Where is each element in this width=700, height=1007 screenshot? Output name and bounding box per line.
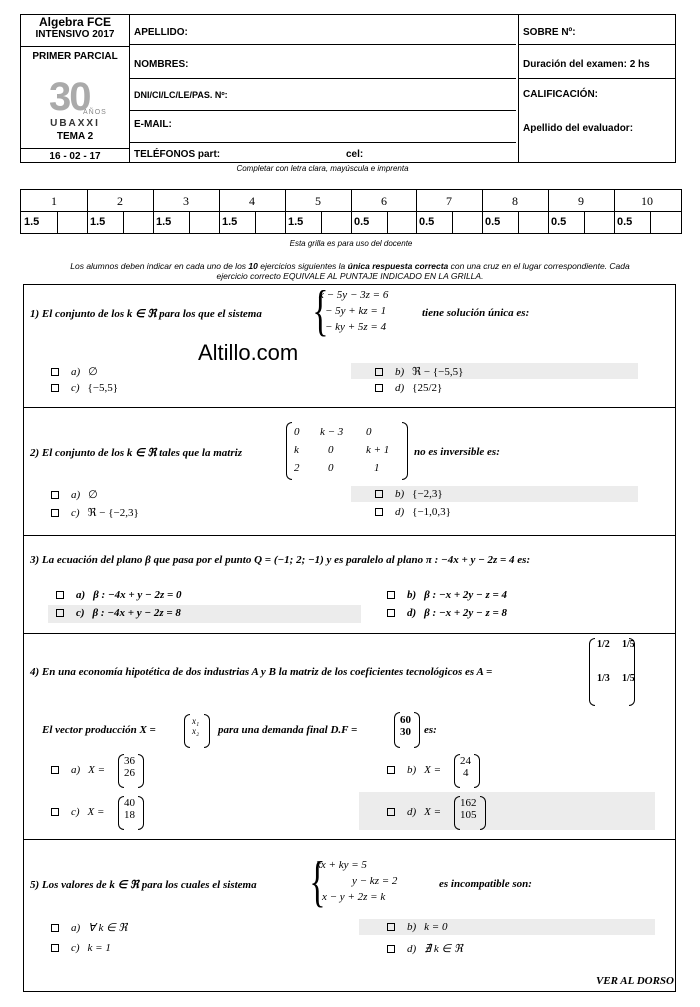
ex2-option-a[interactable]: a) ∅ — [51, 488, 98, 501]
ex5-option-c[interactable]: c) k = 1 — [51, 942, 111, 954]
ex5-statement: 5) Los valores de k ∈ ℜ para los cuales el sistema — [30, 879, 257, 891]
nombres-field[interactable]: NOMBRES: — [134, 59, 189, 70]
logo-ubaxxi: UBAXXI — [50, 118, 100, 129]
ex4-vector-X: x₁ x₂ — [192, 716, 200, 736]
ex1-statement: 1) El conjunto de los k ∈ ℜ para los que el sistema — [30, 308, 262, 320]
ex2-option-d[interactable]: d) {−1,0,3} — [375, 506, 451, 518]
grid-score-5: 1.5 — [288, 216, 304, 228]
ex3-option-a[interactable]: a) β : −4x + y − 2z = 0 — [56, 589, 182, 601]
grid-score-7: 0.5 — [419, 216, 435, 228]
apellido-field[interactable]: APELLIDO: — [134, 27, 188, 38]
grid-score-1: 1.5 — [24, 216, 40, 228]
exercise-4: 4) En una economía hipotética de dos industrias A y B la matriz de los coeficientes tecnológicos es A = 1/2 1/5 1/3 1/5 El vector producción X = x₁ x₂ para una demanda final D.F = 60 30 es: a) X = 36 26 b) X = 24 4 c) X = 40 18 d) X = 162 105 — [23, 634, 676, 840]
grid-note: Esta grilla es para uso del docente — [289, 239, 413, 248]
exercise-1: 1) El conjunto de los k ∈ ℜ para los que el sistema { x − 5y − 3z = 6 − 5y + kz = 1 − ky + 5z = 4 tiene solución única es: a) ∅ b) ℜ − {−5,5} c) {−5,5} d) {25/2} — [23, 284, 676, 408]
calificacion-field[interactable]: CALIFICACIÓN: — [523, 89, 598, 100]
grid-score-9: 0.5 — [551, 216, 567, 228]
exercise-3 — [23, 536, 676, 634]
theme: TEMA 2 — [56, 131, 94, 142]
ex5-option-b[interactable]: b) k = 0 — [387, 921, 447, 933]
grid-number-7: 7 — [446, 194, 452, 208]
ver-al-dorso: VER AL DORSO — [595, 975, 674, 987]
dni-field[interactable]: DNI/CI/LC/LE/PAS. Nº: — [134, 90, 228, 100]
exam-name: PRIMER PARCIAL — [32, 51, 118, 62]
ex4-option-a[interactable]: a) X = — [51, 764, 113, 776]
header-box — [20, 14, 676, 163]
grid-number-2: 2 — [117, 194, 123, 208]
email-field[interactable]: E-MAIL: — [134, 119, 172, 130]
grid-number-9: 9 — [578, 194, 584, 208]
ex3-option-d[interactable]: d) β : −x + 2y − z = 8 — [387, 607, 507, 619]
exam-date: 16 - 02 - 17 — [49, 151, 101, 162]
grid-score-4: 1.5 — [222, 216, 238, 228]
grid-number-5: 5 — [315, 194, 321, 208]
course-term: INTENSIVO 2017 — [35, 29, 115, 40]
ex2-option-b[interactable]: b) {−2,3} — [375, 488, 443, 500]
grid-number-3: 3 — [183, 194, 189, 208]
ex3-option-b[interactable]: b) β : −x + 2y − z = 4 — [387, 589, 507, 601]
telefono-field[interactable]: TELÉFONOS part: — [134, 149, 221, 160]
exercise-2: 2) El conjunto de los k ∈ ℜ tales que la matriz 0 k − 3 0 k 0 k + 1 2 0 1 no es inversible es: a) ∅ b) {−2,3} c) ℜ − {−2,3} d) {−1,0,3} — [23, 408, 676, 536]
ex1-option-d[interactable]: d) {25/2} — [375, 382, 442, 394]
course-name: Algebra FCE — [38, 15, 111, 29]
ex4-option-d[interactable]: d) X = — [387, 806, 449, 818]
cel-field[interactable]: cel: — [346, 149, 364, 160]
ex4-line2: El vector producción X = — [42, 724, 156, 736]
grid-number-10: 10 — [641, 194, 653, 208]
ex4-option-c[interactable]: c) X = — [51, 806, 112, 818]
instructions: Los alumnos deben indicar en cada uno de los 10 ejercicios siguientes la única respuesta correcta con una cruz en el lugar correspondiente. Cada ejercicio correcto EQUIVALE AL PUNTAJE INDICADO EN LA GRILLA. — [70, 261, 630, 281]
ex3-statement: 3) La ecuación del plano β que pasa por el punto Q = (−1; 2; −1) y es paralelo al plano π : −4x + y − 2z = 4 es: — [30, 554, 531, 566]
ex4-vector-DF: 60 30 — [400, 714, 411, 738]
ex5-system: kx + ky = 5 y − kz = 2 x − y + 2z = k — [316, 859, 398, 903]
watermark: Altillo.com — [198, 340, 299, 365]
header-note: Completar con letra clara, mayúscula e imprenta — [236, 164, 409, 173]
ex4-option-b[interactable]: b) X = — [387, 764, 449, 776]
sobre-field[interactable]: SOBRE Nº: — [523, 27, 576, 38]
grid-number-8: 8 — [512, 194, 518, 208]
grid-score-6: 0.5 — [354, 216, 370, 228]
ex2-matrix: 0 k − 3 0 k 0 k + 1 2 0 1 — [294, 426, 390, 474]
grid-score-8: 0.5 — [485, 216, 501, 228]
grid-score-3: 1.5 — [156, 216, 172, 228]
ex4-matrix-A: 1/2 1/5 1/3 1/5 — [597, 639, 635, 684]
grid-number-1: 1 — [51, 194, 57, 208]
duracion-label: Duración del examen: 2 hs — [523, 59, 650, 70]
grid-number-6: 6 — [381, 194, 387, 208]
ex1-option-a[interactable]: a) ∅ — [51, 365, 98, 378]
score-grid — [20, 189, 682, 234]
grid-score-2: 1.5 — [90, 216, 106, 228]
exercise-5: 5) Los valores de k ∈ ℜ para los cuales el sistema { kx + ky = 5 y − kz = 2 x − y + 2z = k es incompatible son: a) ∀ k ∈ ℜ b) k = 0 c) k = 1 d) ∄ k ∈ ℜ — [23, 840, 676, 992]
ex2-statement: 2) El conjunto de los k ∈ ℜ tales que la matriz — [30, 447, 242, 459]
ex1-system: x − 5y − 3z = 6 − 5y + kz = 1 − ky + 5z = 4 — [319, 289, 389, 333]
ex2-option-c[interactable]: c) ℜ − {−2,3} — [51, 506, 139, 519]
grid-score-10: 0.5 — [617, 216, 633, 228]
ex1-option-b[interactable]: b) ℜ − {−5,5} — [375, 365, 463, 378]
grid-number-4: 4 — [249, 194, 255, 208]
ex5-option-a[interactable]: a) ∀ k ∈ ℜ — [51, 921, 127, 934]
ex3-option-c[interactable]: c) β : −4x + y − 2z = 8 — [56, 607, 181, 619]
ex5-option-d[interactable]: d) ∄ k ∈ ℜ — [387, 942, 463, 955]
logo-anos: AÑOS — [83, 109, 107, 116]
ex4-statement: 4) En una economía hipotética de dos industrias A y B la matriz de los coeficientes tecnológicos es A = — [30, 666, 493, 678]
ex1-option-c[interactable]: c) {−5,5} — [51, 382, 118, 394]
logo-30: 30 — [49, 75, 90, 119]
evaluador-field[interactable]: Apellido del evaluador: — [523, 123, 634, 134]
